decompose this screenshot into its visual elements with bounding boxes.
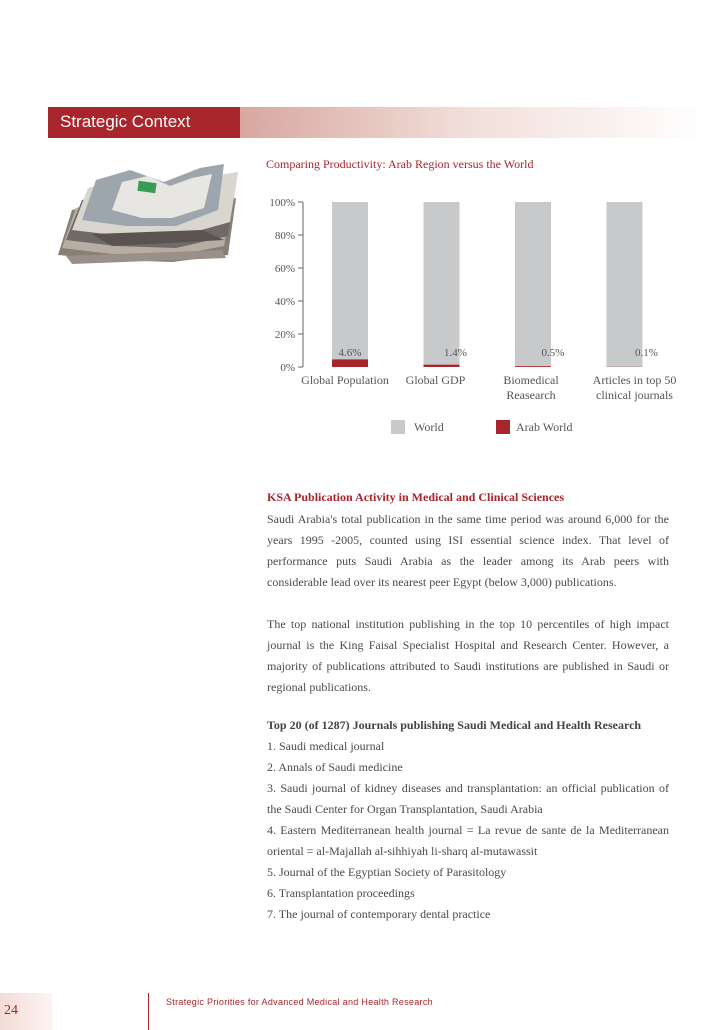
legend-swatch-arab-world: [496, 420, 510, 434]
y-tick-label: 80%: [274, 230, 295, 242]
bar-world: [607, 202, 643, 367]
category-label: Global GDP: [405, 373, 466, 387]
data-label: 1.4%: [444, 347, 467, 359]
data-label: 4.6%: [338, 347, 362, 359]
category-label: Reasearch: [506, 388, 556, 402]
category-label: Articles in top 50: [592, 373, 677, 387]
list-item: 5. Journal of the Egyptian Society of Parasitology: [267, 865, 507, 879]
footer-text: Strategic Priorities for Advanced Medical and Health Research: [166, 997, 433, 1007]
bar-world: [424, 202, 460, 367]
journal-list: [267, 736, 669, 925]
list-item: 2. Annals of Saudi medicine: [267, 760, 403, 774]
category-label: clinical journals: [596, 388, 673, 402]
y-tick-label: 60%: [274, 263, 295, 275]
list-item: 1. Saudi medical journal: [267, 739, 385, 753]
bar-world: [515, 202, 551, 367]
bar-arab-world: [332, 359, 368, 367]
y-tick-label: 100%: [269, 197, 295, 209]
magazines-illustration: [52, 160, 242, 275]
section-ksa-publication: [267, 490, 669, 698]
bar-world: [332, 202, 368, 367]
productivity-chart: [250, 190, 690, 450]
y-tick-label: 0%: [280, 362, 295, 374]
legend-label-world: World: [414, 420, 444, 434]
legend-swatch-world: [391, 420, 405, 434]
section-top-journals: [267, 718, 669, 925]
category-label: Global Population: [301, 373, 389, 387]
data-label: 0.1%: [635, 347, 658, 359]
section-title: Strategic Context: [60, 112, 191, 131]
list-item: 6. Transplantation proceedings: [267, 886, 415, 900]
category-label: Biomedical: [503, 373, 559, 387]
paragraph-2: The top national institution publishing in the top 10 percentiles of high impact journal is the King Faisal Specialist Hospital and Research Center. However, a majority of publications attributed to Saudi institutions are published in Saudi or regional publications.: [267, 617, 669, 694]
y-tick-label: 40%: [274, 296, 295, 308]
bar-arab-world: [515, 366, 551, 367]
list-item: 7. The journal of contemporary dental practice: [267, 907, 491, 921]
section-heading: KSA Publication Activity in Medical and Clinical Sciences: [267, 490, 565, 504]
footer-divider: [148, 993, 149, 1030]
list-item: 4. Eastern Mediterranean health journal = La revue de sante de la Mediterranean oriental = al-Majallah al-sihhiyah li-sharq al-mutawassit: [267, 823, 669, 858]
legend-label-arab-world: Arab World: [516, 420, 573, 434]
page-number: 24: [4, 1003, 18, 1018]
bar-arab-world: [424, 365, 460, 367]
list-item: 3. Saudi journal of kidney diseases and transplantation: an official publication of the Saudi Center for Organ Transplantation, Saudi Arabia: [267, 781, 669, 816]
y-tick-label: 20%: [274, 329, 295, 341]
section-banner: [48, 107, 708, 138]
chart-title: Comparing Productivity: Arab Region versus the World: [266, 157, 534, 171]
paragraph-1: Saudi Arabia's total publication in the same time period was around 6,000 for the years 1995 -2005, counted using ISI essential science index. That level of performance puts Saudi Arabia as the leader among its Arab peers with considerable lead over its nearest peer Egypt (below 3,000) publications.: [267, 512, 669, 589]
data-label: 0.5%: [541, 347, 565, 359]
section-heading: Top 20 (of 1287) Journals publishing Saudi Medical and Health Research: [267, 718, 642, 732]
